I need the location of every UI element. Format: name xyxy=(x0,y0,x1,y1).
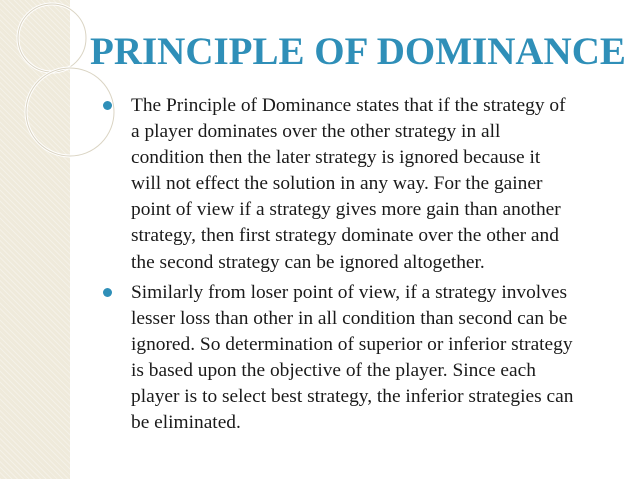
bullet-text xyxy=(131,93,623,276)
bullet-text xyxy=(131,280,623,437)
bullet-line: point of view if a strategy gives more gain than another xyxy=(131,199,561,221)
bullet-line: is based upon the objective of the player. Since each xyxy=(131,359,536,381)
bullet-line: condition then the later strategy is ignored because it xyxy=(131,147,541,169)
bullet-dot-icon xyxy=(103,288,112,297)
bullet-item xyxy=(103,93,623,276)
bullet-dot-icon xyxy=(103,101,112,110)
bullet-line: Similarly from loser point of view, if a strategy involves xyxy=(131,281,568,303)
bullet-item xyxy=(103,280,623,437)
bullet-line: a player dominates over the other strategy in all xyxy=(131,121,501,143)
slide-title: PRINCIPLE OF DOMINANCE xyxy=(90,30,626,73)
bullet-line: player is to select best strategy, the inferior strategies can xyxy=(131,386,574,408)
bullet-line: The Principle of Dominance states that if the strategy of xyxy=(131,95,566,116)
bullet-line: will not effect the solution in any way. For the gainer xyxy=(131,173,543,195)
bullet-line: ignored. So determination of superior or inferior strategy xyxy=(131,333,573,355)
bullet-line: lesser loss than other in all condition than second can be xyxy=(131,307,568,329)
bullet-list xyxy=(103,93,623,440)
bullet-line: strategy, then first strategy dominate over the other and xyxy=(131,225,559,247)
bullet-line: be eliminated. xyxy=(131,412,241,434)
bullet-line: the second strategy can be ignored altogether. xyxy=(131,251,485,273)
